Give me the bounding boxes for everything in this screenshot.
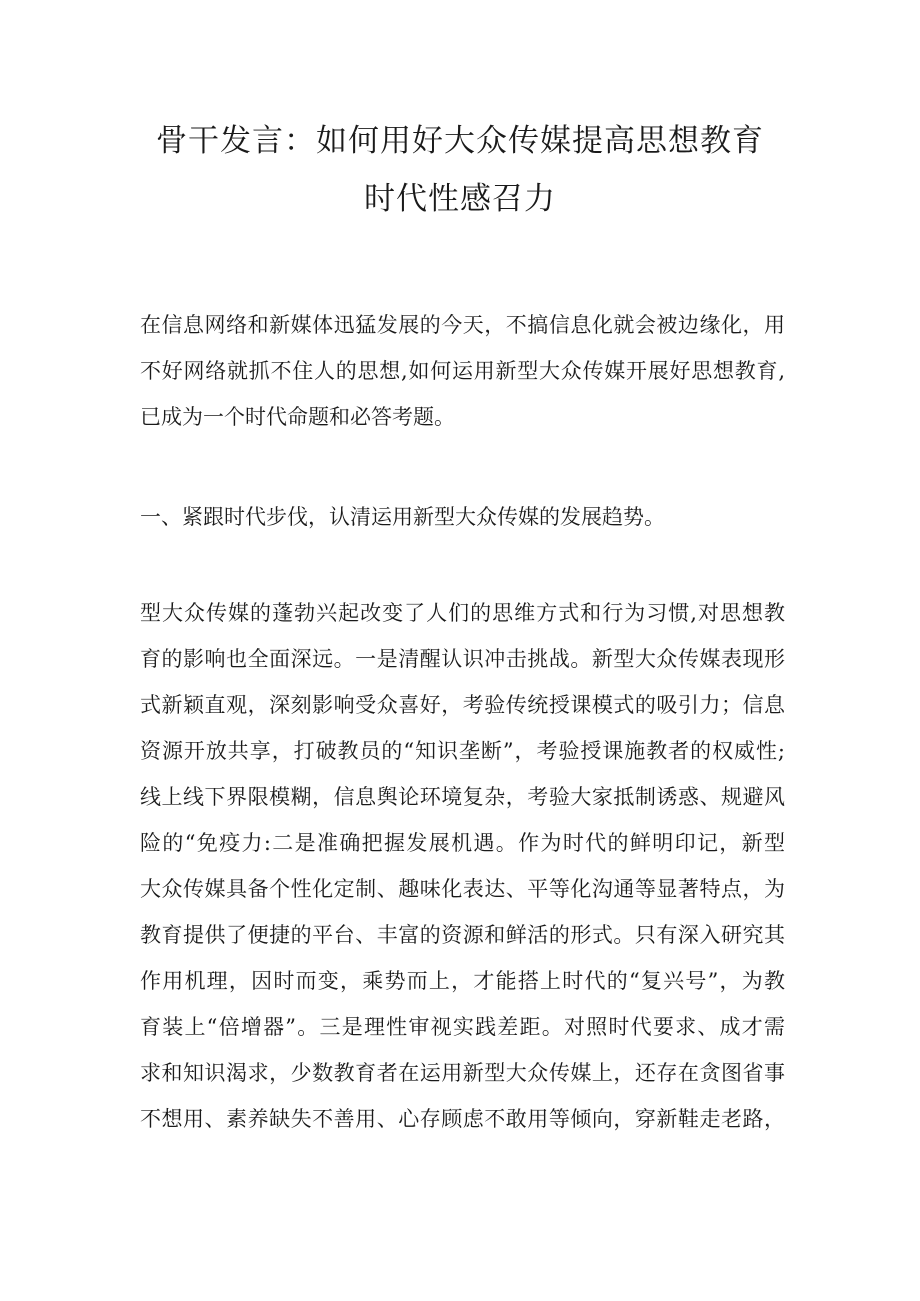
body-line: 育的影响也全面深远。一是清醒认识冲击挑战。新型大众传媒表现形 bbox=[140, 647, 785, 671]
section-heading bbox=[140, 494, 785, 540]
document-title bbox=[100, 112, 820, 228]
body-line: 作用机理，因时而变，乘势而上，才能搭上时代的“复兴号”，为教 bbox=[140, 969, 785, 993]
title-line-2: 时代性感召力 bbox=[364, 181, 556, 217]
intro-line: 不好网络就抓不住人的思想,如何运用新型大众传媒开展好思想教育, bbox=[140, 359, 785, 383]
body-line: 式新颖直观，深刻影响受众喜好，考验传统授课模式的吸引力；信息 bbox=[140, 693, 785, 717]
body-line: 资源开放共享，打破教员的“知识垄断”，考验授课施教者的权威性; bbox=[140, 739, 785, 763]
body-line: 大众传媒具备个性化定制、趣味化表达、平等化沟通等显著特点，为 bbox=[140, 877, 785, 901]
body-line: 育装上“倍增器”。三是理性审视实践差距。对照时代要求、成才需 bbox=[140, 1015, 785, 1039]
body-paragraph bbox=[140, 590, 785, 1142]
body-line: 教育提供了便捷的平台、丰富的资源和鲜活的形式。只有深入研究其 bbox=[140, 923, 785, 947]
intro-line: 在信息网络和新媒体迅猛发展的今天，不搞信息化就会被边缘化，用 bbox=[140, 313, 785, 337]
section-heading-text: 一、紧跟时代步伐，认清运用新型大众传媒的发展趋势。 bbox=[140, 505, 665, 529]
body-line: 线上线下界限模糊，信息舆论环境复杂，考验大家抵制诱惑、规避风 bbox=[140, 785, 785, 809]
body-line: 不想用、素养缺失不善用、心存顾虑不敢用等倾向，穿新鞋走老路， bbox=[140, 1107, 785, 1131]
body-line: 求和知识渴求，少数教育者在运用新型大众传媒上，还存在贪图省事 bbox=[140, 1061, 785, 1085]
title-line-1: 骨干发言：如何用好大众传媒提高思想教育 bbox=[156, 123, 764, 159]
intro-paragraph bbox=[140, 302, 785, 440]
body-line: 险的“免疫力:二是准确把握发展机遇。作为时代的鲜明印记，新型 bbox=[140, 831, 785, 855]
intro-line: 已成为一个时代命题和必答考题。 bbox=[140, 405, 455, 429]
body-line: 型大众传媒的蓬勃兴起改变了人们的思维方式和行为习惯,对思想教 bbox=[140, 601, 785, 625]
